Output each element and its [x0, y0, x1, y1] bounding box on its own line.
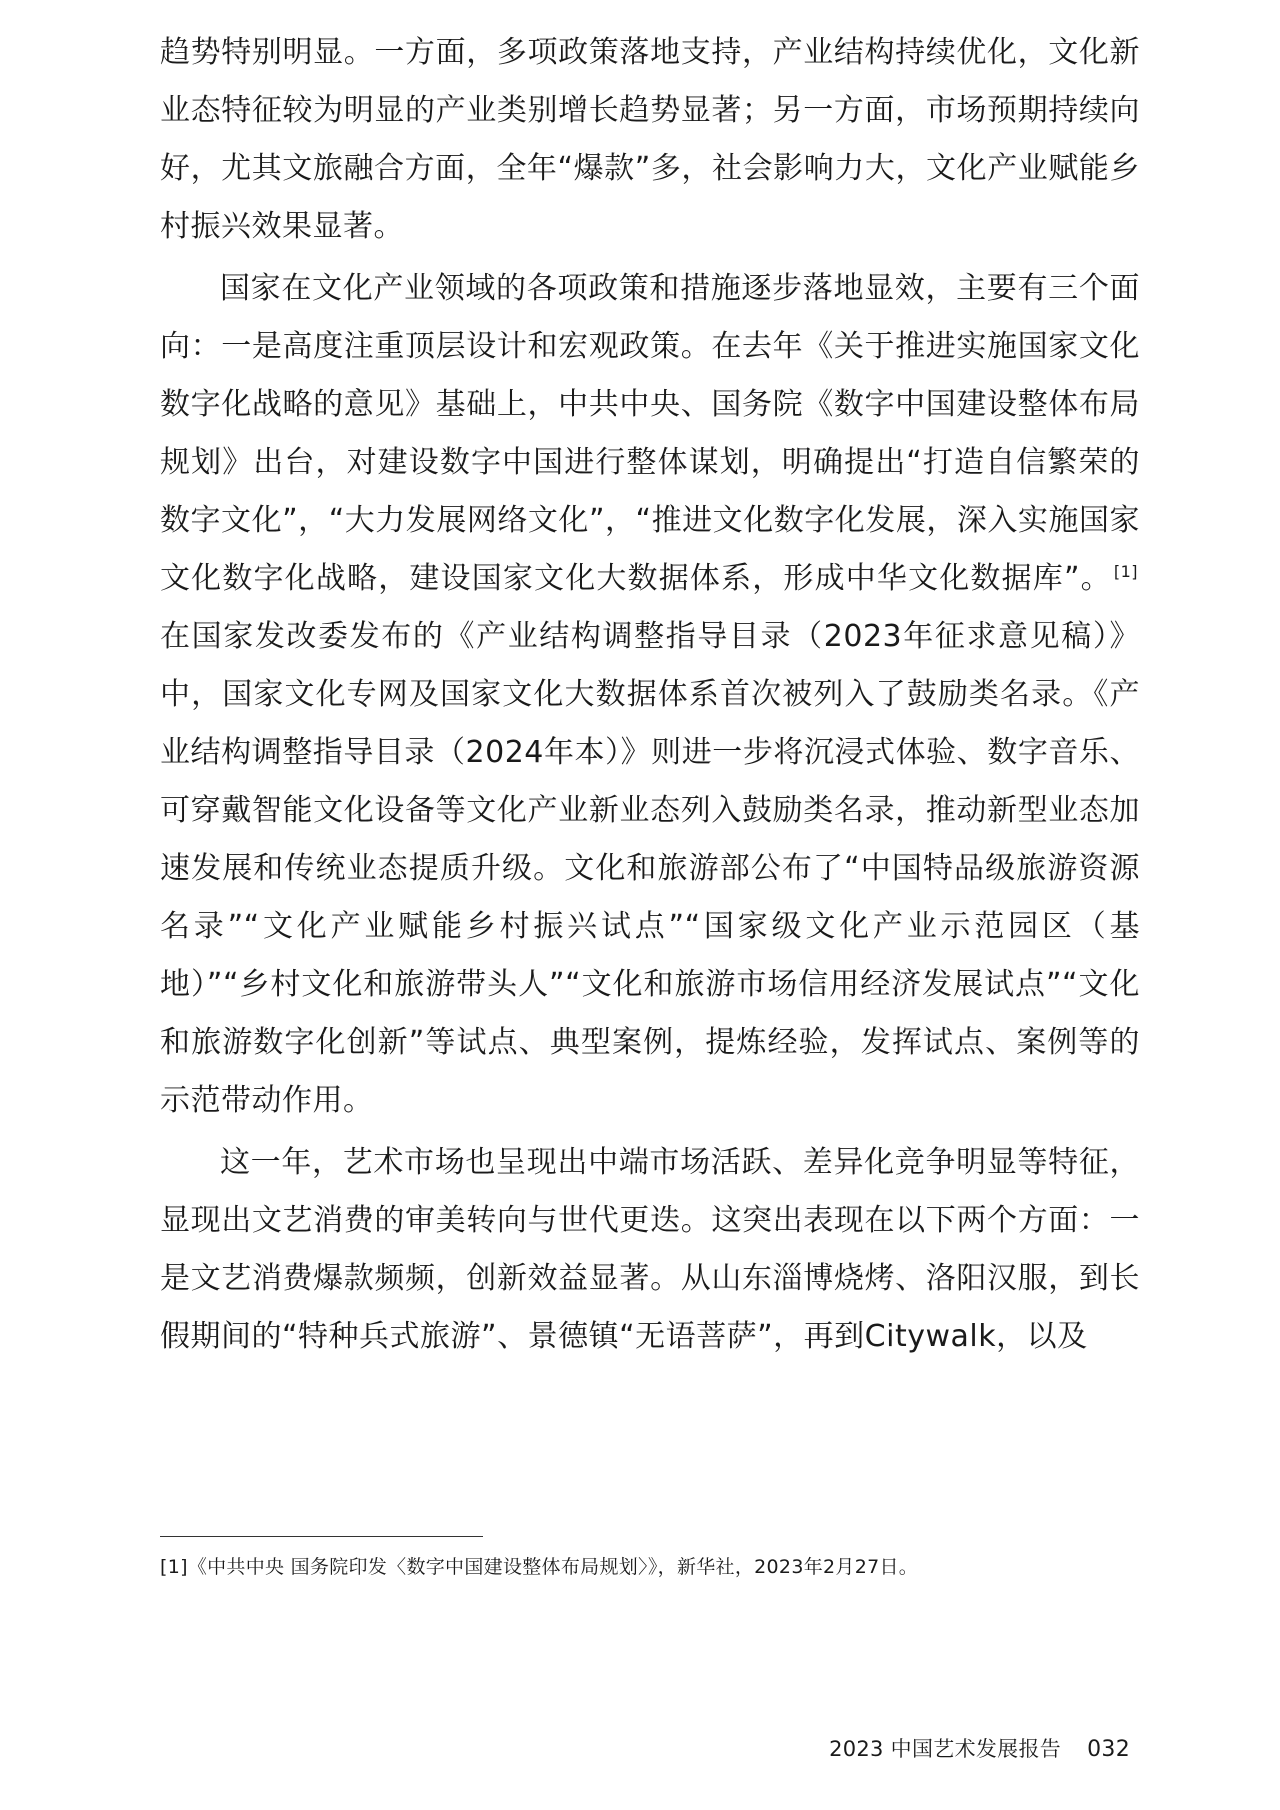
paragraph-1: 趋势特别明显。一方面，多项政策落地支持，产业结构持续优化，文化新业态特征较为明显的产业类别增长趋势显著；另一方面，市场预期持续向好，尤其文旅融合方面，全年“爆款”多，社会影响力大，文化产业赋能乡村振兴效果显著。 — [160, 35, 1140, 244]
footer-title: 2023 中国艺术发展报告 — [829, 1737, 1062, 1761]
paragraph-2 — [160, 260, 1140, 1130]
page-number: 032 — [1087, 1737, 1130, 1762]
paragraph-3: 这一年，艺术市场也呈现出中端市场活跃、差异化竞争明显等特征，显现出文艺消费的审美转向与世代更迭。这突出表现在以下两个方面：一是文艺消费爆款频频，创新效益显著。从山东淄博烧烤、洛阳汉服，到长假期间的“特种兵式旅游”、景德镇“无语菩萨”，再到Citywalk，以及 — [160, 1145, 1140, 1354]
paragraph-2-text-after: 在国家发改委发布的《产业结构调整指导目录（2023年征求意见稿）》中，国家文化专网及国家文化大数据体系首次被列入了鼓励类名录。《产业结构调整指导目录（2024年本）》则进一步将沉浸式体验、数字音乐、可穿戴智能文化设备等文化产业新业态列入鼓励类名录，推动新型业态加速发展和传统业态提质升级。文化和旅游部公布了“中国特品级旅游资源名录”“文化产业赋能乡村振兴试点”“国家级文化产业示范园区（基地）”“乡村文化和旅游带头人”“文化和旅游市场信用经济发展试点”“文化和旅游数字化创新”等试点、典型案例，提炼经验，发挥试点、案例等的示范带动作用。 — [160, 619, 1140, 1118]
footnote-reference[interactable]: [1] — [1113, 562, 1138, 581]
paragraph-2-text-before: 国家在文化产业领域的各项政策和措施逐步落地显效，主要有三个面向：一是高度注重顶层设计和宏观政策。在去年《关于推进实施国家文化数字化战略的意见》基础上，中共中央、国务院《数字中国建设整体布局规划》出台，对建设数字中国进行整体谋划，明确提出“打造自信繁荣的数字文化”，“大力发展网络文化”，“推进文化数字化发展，深入实施国家文化数字化战略，建设国家文化大数据体系，形成中华文化数据库”。 — [160, 271, 1140, 596]
footnote: [1]《中共中央 国务院印发〈数字中国建设整体布局规划〉》，新华社，2023年2月27日。 — [160, 1556, 919, 1578]
body-text — [160, 24, 1140, 1366]
page-footer — [829, 1734, 1130, 1765]
footnote-divider — [160, 1536, 483, 1537]
